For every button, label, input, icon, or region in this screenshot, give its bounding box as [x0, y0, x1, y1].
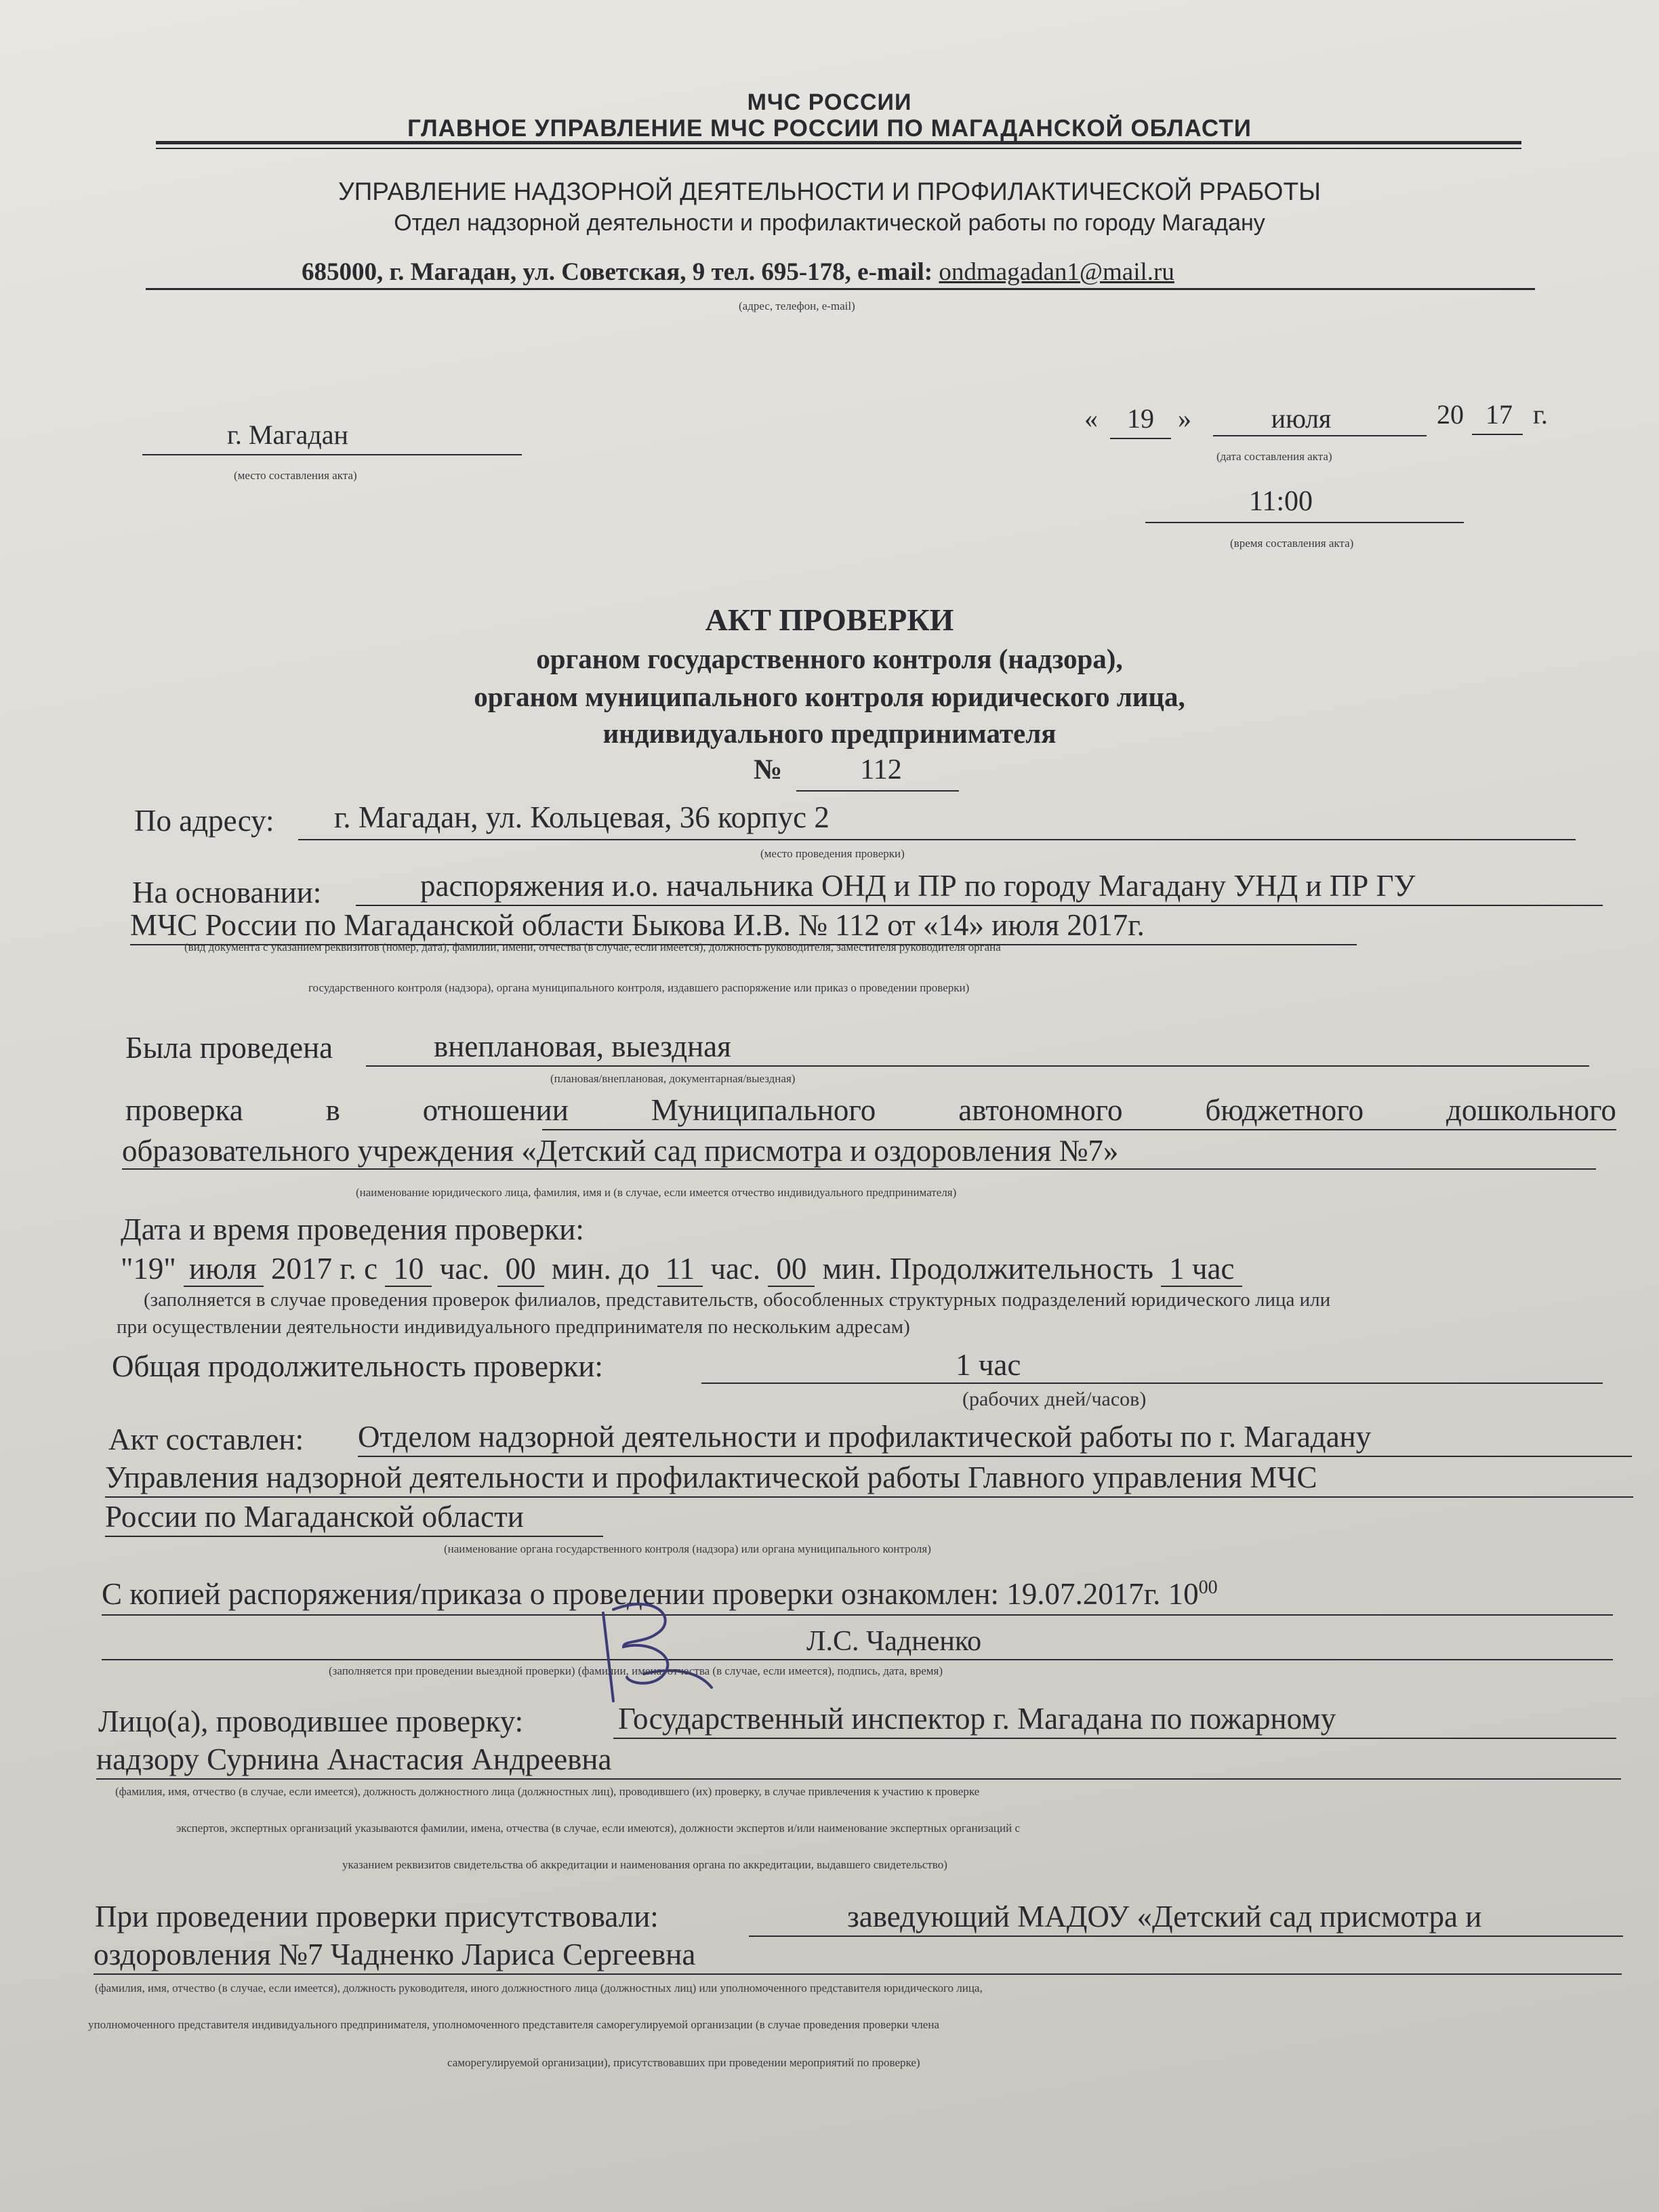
division-heading: Отдел надзорной деятельности и профилактической работы по городу Магадану: [394, 210, 1265, 236]
drawn-caption: (наименование органа государственного контроля (надзора) или органа муниципального контроля): [444, 1542, 931, 1555]
inspector-caption-2: экспертов, экспертных организаций указываются фамилии, имена, отчества (в случае, если имеются), должности экспертов и/или наименование экспертных организаций с: [176, 1822, 1020, 1835]
inspector-line-2: надзору Сурнина Анастасия Андреевна: [96, 1742, 612, 1776]
address-value-caption: (место проведения проверки): [760, 847, 905, 860]
ministry-heading: МЧС РОССИИ: [747, 89, 912, 115]
total-label: Общая продолжительность проверки:: [112, 1349, 603, 1383]
dt-day: "19": [121, 1252, 176, 1286]
time-underline: [1145, 522, 1464, 523]
place-underline: [142, 454, 522, 455]
subject-word: в: [325, 1093, 340, 1127]
total-value: 1 час: [956, 1348, 1021, 1382]
org-address-text: 685000, г. Магадан, ул. Советская, 9 тел. 695-178, e-mail:: [302, 258, 939, 286]
place-caption: (место составления акта): [234, 469, 357, 482]
act-subtitle-2: органом муниципального контроля юридического лица,: [474, 681, 1185, 712]
present-line-1: заведующий МАДОУ «Детский сад присмотра и: [847, 1900, 1482, 1933]
act-number: 112: [860, 754, 902, 785]
address-underline: [146, 288, 1535, 290]
conducted-label: Была проведена: [125, 1031, 333, 1065]
drawn-line-3: России по Магаданской области: [105, 1500, 524, 1534]
subject-line-2: образовательного учреждения «Детский сад присмотра и оздоровления №7»: [122, 1134, 1119, 1168]
subject-line-2-underline: [122, 1168, 1596, 1170]
dt-hour-end: 11: [657, 1252, 703, 1287]
address-value: г. Магадан, ул. Кольцевая, 36 корпус 2: [334, 800, 830, 834]
date-quote-open: «: [1084, 403, 1098, 434]
inspector-line-2-underline: [96, 1778, 1621, 1780]
conducted-underline: [366, 1065, 1589, 1067]
subject-line-1: [125, 1092, 1616, 1128]
drawn-line-2-underline: [105, 1496, 1633, 1498]
conducted-value: внеплановая, выездная: [434, 1029, 731, 1063]
dt-duration: 1 час: [1161, 1252, 1242, 1287]
act-title: АКТ ПРОВЕРКИ: [705, 602, 954, 637]
inspector-caption-1: (фамилия, имя, отчество (в случае, если имеется), должность должностного лица (должностных лиц), проводившего (их) проверку, в случае привлечения к участию к проверке: [115, 1785, 980, 1798]
act-subtitle-3: индивидуального предпринимателя: [602, 718, 1057, 749]
header-divider-thin: [156, 148, 1521, 149]
act-number-underline: [796, 790, 959, 792]
subject-word: дошкольного: [1446, 1093, 1616, 1127]
org-address: [302, 258, 1174, 287]
dt-hour-label-start: час.: [439, 1252, 490, 1286]
copy-line-minutes: 00: [1198, 1577, 1218, 1598]
datetime-row: [121, 1251, 1242, 1286]
subject-caption: (наименование юридического лица, фамилия, имя и (в случае, если имеется отчество индивидуального предпринимателя): [356, 1186, 957, 1199]
subject-word: автономного: [958, 1093, 1123, 1127]
datetime-label: Дата и время проведения проверки:: [121, 1212, 584, 1246]
basis-line-1-underline: [356, 905, 1603, 906]
basis-label: На основании:: [132, 876, 322, 909]
date-caption: (дата составления акта): [1216, 450, 1332, 463]
drawn-line-3-underline: [105, 1536, 603, 1537]
date-day: 19: [1127, 403, 1154, 434]
drawn-line-1: Отделом надзорной деятельности и профилактической работы по г. Магадану: [358, 1420, 1372, 1454]
time-value: 11:00: [1248, 486, 1313, 517]
subject-word: бюджетного: [1205, 1093, 1364, 1127]
dt-min-start: 00: [497, 1252, 544, 1287]
conducted-caption: (плановая/внеплановая, документарная/выездная): [550, 1072, 796, 1085]
total-underline: [701, 1382, 1603, 1384]
subject-word: Муниципального: [651, 1093, 876, 1127]
total-caption: (рабочих дней/часов): [962, 1388, 1147, 1410]
present-line-2: оздоровления №7 Чадненко Лариса Сергеевна: [94, 1938, 696, 1971]
date-quote-close: »: [1178, 403, 1191, 434]
subject-line-1-underline: [542, 1129, 1616, 1130]
dt-min-label-end: мин. Продолжительность: [822, 1252, 1153, 1286]
act-number-label: №: [754, 754, 783, 785]
inspector-label: Лицо(а), проводившее проверку:: [98, 1704, 524, 1738]
datetime-caption-2: при осуществлении деятельности индивидуального предпринимателя по нескольким адресам): [117, 1316, 910, 1338]
signature-mark: [576, 1593, 725, 1708]
date-year-prefix: 20: [1437, 399, 1464, 430]
drawn-line-2: Управления надзорной деятельности и профилактической работы Главного управления МЧС: [105, 1460, 1317, 1494]
date-year-suffix: 17: [1486, 399, 1513, 430]
present-caption-3: саморегулируемой организации), присутствовавших при проведении мероприятий по проверке): [447, 2056, 920, 2069]
email-link[interactable]: ondmagadan1@mail.ru: [939, 258, 1174, 286]
dt-month: июля: [184, 1252, 264, 1287]
dt-hour-label-end: час.: [710, 1252, 761, 1286]
datetime-caption-1: (заполняется в случае проведения проверок филиалов, представительств, обособленных структурных подразделений юридического лица или: [144, 1289, 1331, 1311]
inspector-line-1-underline: [613, 1738, 1616, 1739]
present-caption-2: уполномоченного представителя индивидуального предпринимателя, уполномоченного представителя саморегулируемой организации (в случае проведения проверки члена: [88, 2018, 939, 2031]
subject-word: отношении: [422, 1093, 569, 1127]
dt-year: 2017 г. с: [270, 1252, 378, 1286]
department-heading: УПРАВЛЕНИЕ НАДЗОРНОЙ ДЕЯТЕЛЬНОСТИ И ПРОФИЛАКТИЧЕСКОЙ РРАБОТЫ: [338, 178, 1321, 205]
dt-min-end: 00: [768, 1252, 815, 1287]
dt-min-label-start: мин. до: [551, 1252, 650, 1286]
time-caption: (время составления акта): [1230, 537, 1354, 550]
copy-line-underline: [102, 1614, 1613, 1616]
place-value: г. Магадан: [227, 419, 348, 450]
address-value-underline: [298, 839, 1576, 840]
date-year-underline: [1472, 434, 1523, 435]
date-month: июля: [1271, 403, 1332, 434]
act-subtitle-1: органом государственного контроля (надзора),: [536, 643, 1123, 674]
inspector-caption-3: указанием реквизитов свидетельства об аккредитации и наименования органа по аккредитации, выдавшего свидетельство): [342, 1858, 947, 1871]
basis-caption-1: (вид документа с указанием реквизитов (номер, дата), фамилии, имени, отчества (в случае, если имеется), должность руководителя, заместителя руководителя органа: [184, 941, 1001, 954]
copy-line-text: С копией распоряжения/приказа о проведении проверки ознакомлен: 19.07.2017г. 10: [102, 1577, 1199, 1611]
drawn-label: Акт составлен:: [108, 1422, 304, 1456]
directorate-heading: ГЛАВНОЕ УПРАВЛЕНИЕ МЧС РОССИИ ПО МАГАДАНСКОЙ ОБЛАСТИ: [407, 115, 1252, 142]
present-line-1-underline: [749, 1936, 1623, 1937]
present-line-2-underline: [94, 1973, 1622, 1975]
drawn-line-1-underline: [358, 1456, 1632, 1457]
basis-line-2: МЧС России по Магаданской области Быкова И.В. № 112 от «14» июля 2017г.: [130, 908, 1145, 942]
copy-person: Л.С. Чадненко: [806, 1626, 982, 1657]
dt-hour-start: 10: [385, 1252, 432, 1287]
inspector-line-1: Государственный инспектор г. Магадана по пожарному: [618, 1702, 1336, 1736]
present-caption-1: (фамилия, имя, отчество (в случае, если имеется), должность руководителя, иного должностного лица (должностных лиц) или уполномоченного представителя юридического лица,: [95, 1982, 983, 1994]
header-divider-top: [156, 141, 1521, 144]
date-day-underline: [1110, 438, 1171, 439]
address-caption: (адрес, телефон, e-mail): [739, 300, 855, 312]
basis-line-1: распоряжения и.о. начальника ОНД и ПР по городу Магадану УНД и ПР ГУ: [420, 869, 1416, 903]
copy-person-underline: [102, 1659, 1613, 1660]
present-label: При проведении проверки присутствовали:: [95, 1900, 659, 1933]
copy-caption: (заполняется при проведении выездной проверки) (фамилии, имена, отчества (в случае, если имеется), подпись, дата, время): [329, 1664, 943, 1677]
date-year-g: г.: [1533, 399, 1548, 430]
basis-caption-2: государственного контроля (надзора), органа муниципального контроля, издавшего распоряжение или приказ о проведении проверки): [308, 981, 970, 994]
subject-word: проверка: [125, 1093, 243, 1127]
date-month-underline: [1213, 435, 1427, 436]
address-label: По адресу:: [134, 804, 274, 838]
